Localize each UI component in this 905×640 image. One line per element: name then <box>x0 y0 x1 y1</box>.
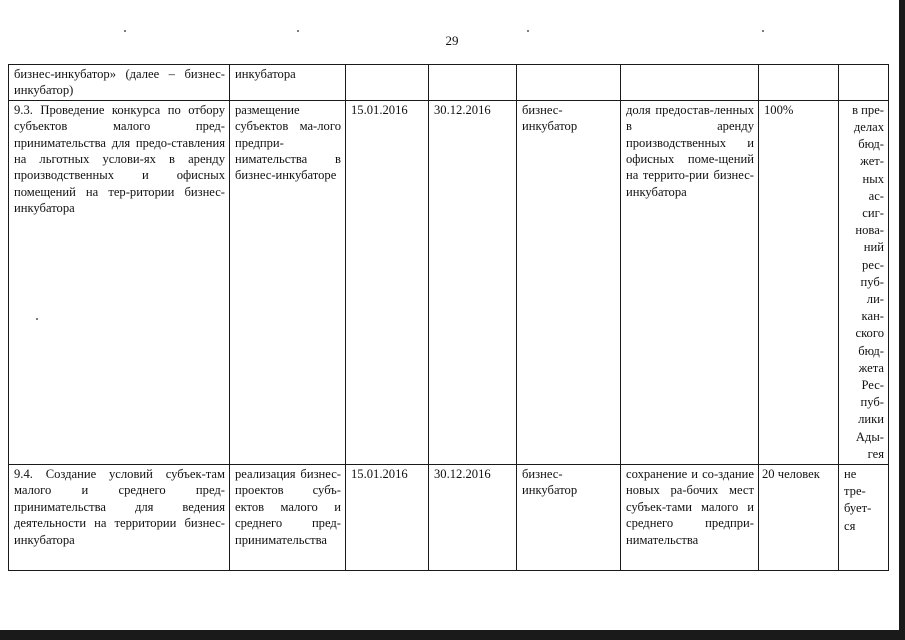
funding-line: делах <box>853 120 884 135</box>
table-row <box>9 100 889 464</box>
activity-cell: 9.3. Проведение конкурса по отбору субъектов малого пред-принимательства для предо-ставления на льготных услови-ях в аренду производственных и офисных помещений на тер-ритории бизнес-инкубатора <box>9 100 230 464</box>
funding-line: тре- <box>844 484 866 499</box>
funding-line: ского <box>855 326 884 341</box>
funding-line: сиг- <box>862 206 884 221</box>
funding-line: Рес- <box>861 378 884 393</box>
funding-line: бюд- <box>858 343 884 358</box>
start-date-cell: 15.01.2016 <box>346 100 429 464</box>
funding-line: ли- <box>866 292 884 307</box>
funding-line: лики <box>858 412 884 427</box>
result-cell: инкубатора <box>230 65 346 101</box>
executor-cell: бизнес-инкубатор <box>517 100 621 464</box>
indicator-cell: доля предостав-ленных в аренду производственных и офисных поме-щений на террито-рии бизнес-инкубатора <box>621 100 759 464</box>
scan-speck <box>527 30 529 32</box>
funding-cell <box>839 465 889 571</box>
funding-line: Ады- <box>855 429 884 444</box>
funding-line: гея <box>867 446 884 461</box>
indicator-cell <box>621 65 759 101</box>
page-number: 29 <box>445 33 459 48</box>
end-date-cell: 30.12.2016 <box>429 465 517 571</box>
funding-line: ся <box>844 518 856 533</box>
end-date-cell: 30.12.2016 <box>429 100 517 464</box>
end-date-cell <box>429 65 517 101</box>
value-cell <box>759 65 839 101</box>
scan-speck <box>762 30 764 32</box>
start-date-cell: 15.01.2016 <box>346 465 429 571</box>
funding-line: жета <box>858 360 884 375</box>
funding-line: в пре- <box>852 102 884 117</box>
funding-cell <box>839 65 889 101</box>
funding-line: пуб- <box>860 395 884 410</box>
start-date-cell <box>346 65 429 101</box>
funding-line: нова- <box>855 223 884 238</box>
funding-line: жет- <box>860 154 884 169</box>
table-row <box>9 65 889 101</box>
scan-bottom-bar <box>0 630 905 640</box>
funding-line: кан- <box>861 309 884 324</box>
scan-speck <box>297 30 299 32</box>
activities-table <box>8 64 889 571</box>
funding-line: ний <box>863 240 884 255</box>
result-cell: реализация бизнес-проектов субъ-ектов малого и среднего пред-принимательства <box>230 465 346 571</box>
result-cell: размещение субъектов ма-лого предпри-нимательства в бизнес-инкубаторе <box>230 100 346 464</box>
funding-line: рес- <box>862 257 884 272</box>
activity-cell: 9.4. Создание условий субъек-там малого и среднего пред-принимательства для ведения деятельности на территории бизнес-инкубатора <box>9 465 230 571</box>
value-cell: 100% <box>759 100 839 464</box>
funding-line: бюд- <box>858 137 884 152</box>
activity-cell: бизнес-инкубатор» (далее – бизнес-инкубатор) <box>9 65 230 101</box>
indicator-cell: сохранение и со-здание новых ра-бочих мест субъек-тами малого и среднего предпри-нимательства <box>621 465 759 571</box>
funding-line: не <box>844 467 857 482</box>
value-cell: 20 человек <box>759 465 839 571</box>
funding-cell <box>839 100 889 464</box>
table-row <box>9 465 889 571</box>
funding-line: ас- <box>868 188 884 203</box>
executor-cell <box>517 65 621 101</box>
executor-cell: бизнес-инкубатор <box>517 465 621 571</box>
scan-speck <box>124 30 126 32</box>
funding-line: бует- <box>844 501 872 516</box>
funding-line: пуб- <box>860 274 884 289</box>
funding-line: ных <box>862 171 884 186</box>
scan-edge <box>899 0 905 640</box>
